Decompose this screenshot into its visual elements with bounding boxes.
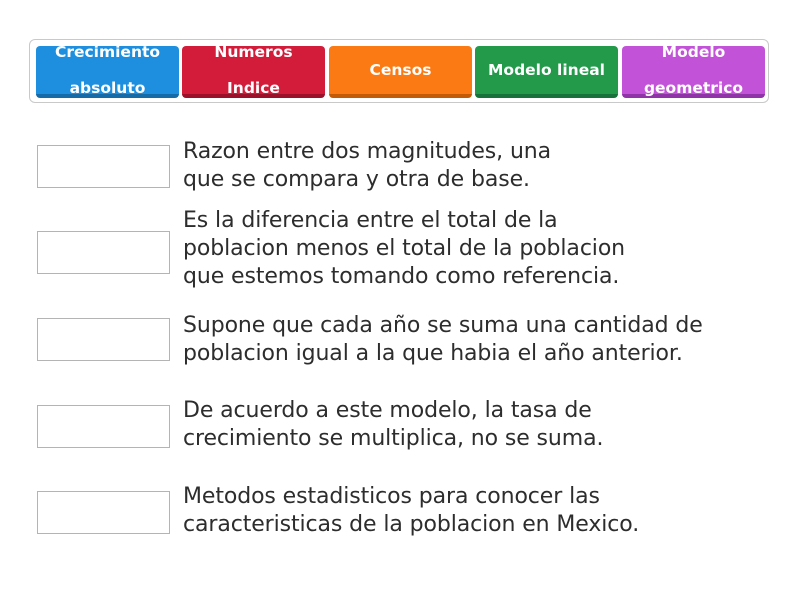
tile-label-line-2: absoluto: [69, 79, 146, 97]
definition-line: Supone que cada año se suma una cantidad de: [183, 313, 703, 338]
definition-line: Razon entre dos magnitudes, una: [183, 139, 552, 164]
tile-label-line-1: Modelo: [661, 43, 726, 61]
definition-line: Metodos estadisticos para conocer las: [183, 484, 600, 509]
answer-drop-zone[interactable]: [37, 231, 170, 274]
definition-line: caracteristicas de la poblacion en Mexico.: [183, 512, 640, 537]
answer-drop-zone[interactable]: [37, 405, 170, 448]
match-row: [37, 207, 782, 295]
tile-label-line-1: Numeros: [214, 43, 293, 61]
match-row: [37, 312, 782, 368]
match-row: [37, 138, 782, 194]
tile-crecimiento-absoluto[interactable]: [36, 43, 179, 98]
definition-text: [183, 207, 783, 291]
answer-tile-bank: [29, 39, 769, 103]
tile-label: [55, 25, 160, 115]
answer-drop-zone[interactable]: [37, 318, 170, 361]
answer-drop-zone[interactable]: [37, 491, 170, 534]
definition-text: [183, 312, 783, 368]
tile-label-line-1: Crecimiento: [54, 43, 161, 61]
tile-label: [369, 43, 431, 97]
definition-line: poblacion igual a la que habia el año anterior.: [183, 341, 683, 366]
match-row: [37, 397, 782, 453]
tile-censos[interactable]: [329, 46, 472, 98]
definition-text: [183, 138, 783, 194]
definition-text: [183, 397, 783, 453]
tile-label-line-2: geometrico: [643, 79, 744, 97]
definition-line: que estemos tomando como referencia.: [183, 264, 620, 289]
tile-label: [488, 43, 605, 97]
definition-line: poblacion menos el total de la poblacion: [183, 236, 626, 261]
definition-line: que se compara y otra de base.: [183, 167, 530, 192]
tile-modelo-lineal[interactable]: [475, 46, 618, 98]
definition-line: crecimiento se multiplica, no se suma.: [183, 426, 604, 451]
answer-drop-zone[interactable]: [37, 145, 170, 188]
tile-label-line-1: Modelo lineal: [488, 61, 605, 79]
tile-modelo-geometrico[interactable]: [622, 43, 765, 98]
match-row: [37, 483, 782, 539]
tile-label-line-1: Censos: [369, 61, 432, 79]
definition-line: Es la diferencia entre el total de la: [183, 208, 558, 233]
tile-label: [644, 25, 743, 115]
tile-label: [214, 25, 292, 115]
tile-label-line-2: Indice: [227, 79, 280, 97]
definition-line: De acuerdo a este modelo, la tasa de: [183, 398, 592, 423]
definition-text: [183, 483, 783, 539]
tile-numeros-indice[interactable]: [182, 43, 325, 98]
